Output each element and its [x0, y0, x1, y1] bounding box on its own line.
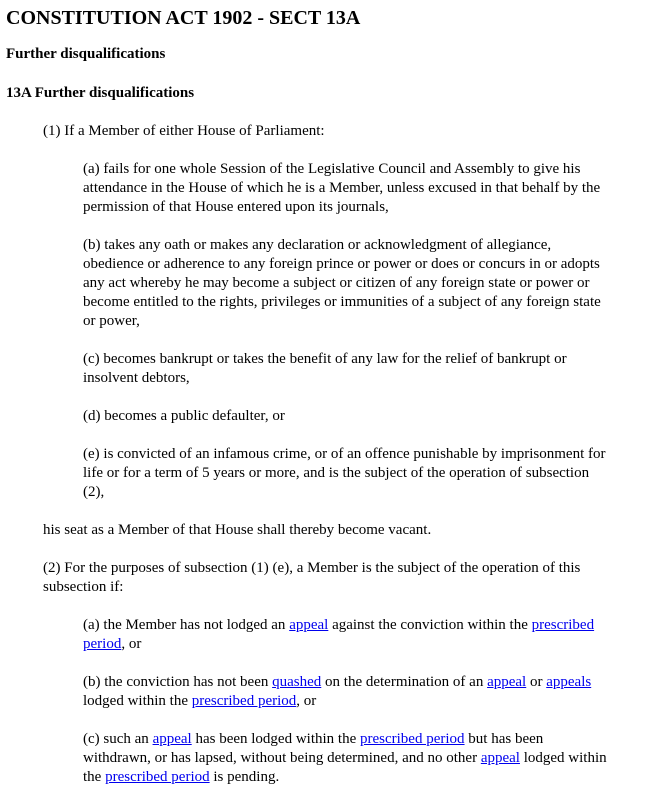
text: (c) such an	[83, 731, 153, 747]
appeal-link[interactable]: appeal	[152, 731, 192, 747]
text: against the conviction within the	[328, 617, 532, 633]
prescribed-period-link[interactable]: prescribed period	[191, 693, 297, 709]
paragraph-1c: (c) becomes bankrupt or takes the benefit of any law for the relief of bankrupt or insolvent debtors,	[83, 351, 567, 386]
prescribed-period-link[interactable]: prescribed period	[360, 731, 465, 747]
subsection-2-intro: (2) For the purposes of subsection (1) (e), a Member is the subject of the operation of this subsection if:	[43, 560, 581, 595]
paragraph-1b: (b) takes any oath or makes any declaration or acknowledgment of allegiance, obedience or adherence to any foreign prince or power or does or concurs in or adopts any act whereby he may become a subject or citizen of any foreign state or power or become entitled to the rights, privileges or immunities of a subject of any foreign state or power,	[83, 237, 601, 329]
text: (b) the conviction has not been	[83, 674, 273, 690]
text: (a) the Member has not lodged an	[83, 617, 290, 633]
quashed-link[interactable]: quashed	[272, 674, 322, 690]
text: but has been withdrawn, or has lapsed, without being determined, and no other	[83, 731, 544, 766]
paragraph-2b	[83, 673, 607, 711]
paragraph-2c	[83, 730, 607, 787]
section-heading: 13A Further disqualifications	[6, 85, 195, 101]
text: , or	[296, 693, 317, 709]
document-title: CONSTITUTION ACT 1902 - SECT 13A	[6, 7, 361, 29]
appeal-link[interactable]: appeal	[480, 750, 520, 766]
paragraph-1a: (a) fails for one whole Session of the Legislative Council and Assembly to give his attendance in the House of which he is a Member, unless excused in that behalf by the permission of that House entered upon its journals,	[83, 161, 601, 215]
subsection-1-intro: (1) If a Member of either House of Parliament:	[43, 123, 325, 139]
prescribed-period-link[interactable]: prescribed period	[83, 617, 595, 652]
paragraph-2a	[83, 616, 607, 654]
text: lodged within the	[83, 750, 607, 785]
text: lodged within the	[83, 693, 192, 709]
appeal-link[interactable]: appeal	[487, 674, 527, 690]
text: has been lodged within the	[191, 731, 360, 747]
text: or	[526, 674, 547, 690]
appeals-link[interactable]: appeals	[546, 674, 592, 690]
prescribed-period-link[interactable]: prescribed period	[105, 769, 210, 785]
appeal-link[interactable]: appeal	[289, 617, 329, 633]
text: , or	[121, 636, 142, 652]
paragraph-1e: (e) is convicted of an infamous crime, or of an offence punishable by imprisonment for life or for a term of 5 years or more, and is the subject of the operation of subsection (2),	[83, 446, 606, 500]
subsection-1-closing: his seat as a Member of that House shall thereby become vacant.	[43, 522, 432, 538]
text: is pending.	[209, 769, 280, 785]
text: on the determination of an	[321, 674, 488, 690]
section-subtitle: Further disqualifications	[6, 46, 166, 62]
paragraph-1d: (d) becomes a public defaulter, or	[83, 408, 285, 424]
